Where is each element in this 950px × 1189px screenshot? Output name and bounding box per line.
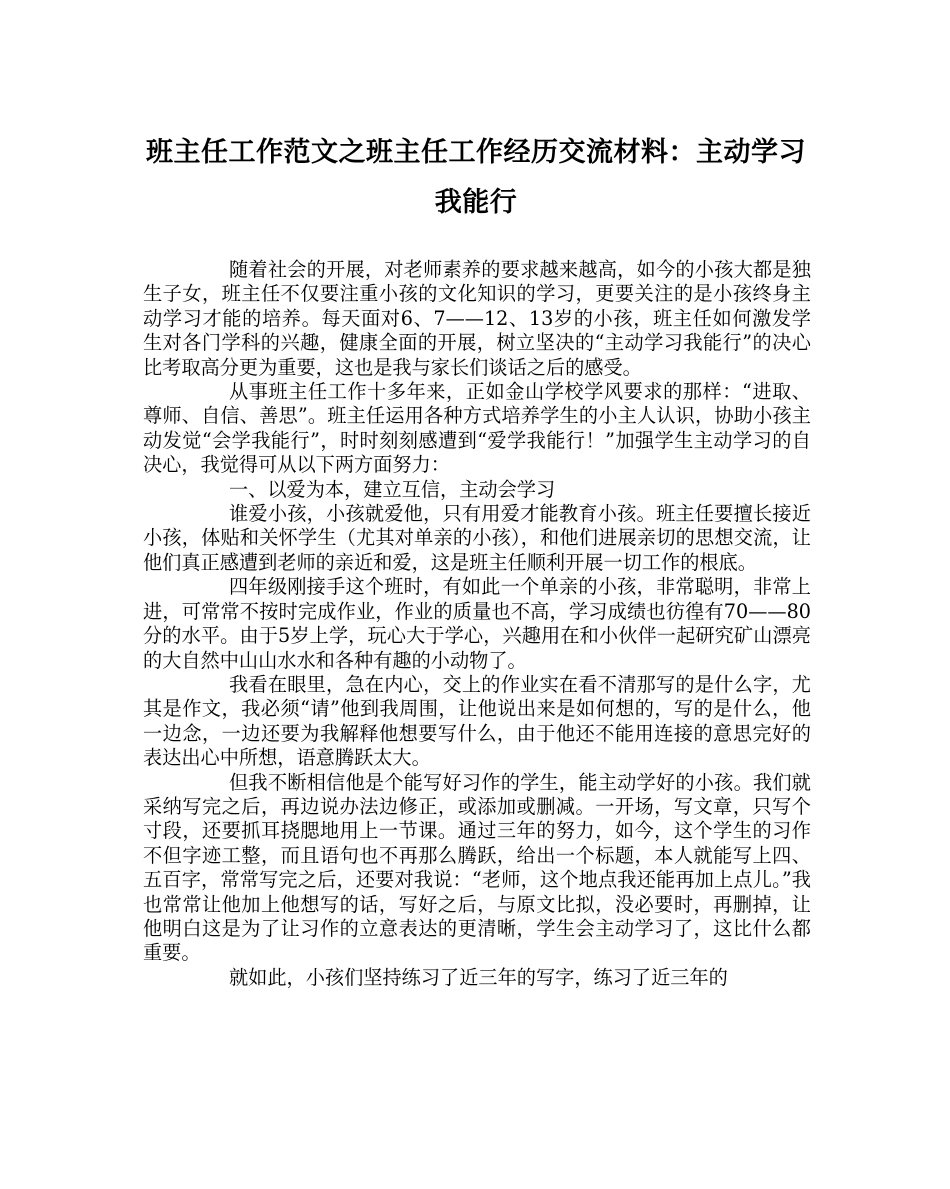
document-title: 班主任工作范文之班主任工作经历交流材料：主动学习我能行	[146, 137, 806, 218]
body-paragraph: 从事班主任工作十多年来，正如金山学校学风要求的那样：“进取、尊师、自信、善思”。班主任运用各种方式培养学生的小主人认识，协助小孩主动发觉“会学我能行”，时时刻刻感遭到“爱学我能行！”加强学生主动学习的自决心，我觉得可从以下两方面努力：	[143, 380, 811, 477]
body-paragraph: 随着社会的开展，对老师素养的要求越来越高，如今的小孩大都是独生子女，班主任不仅要注重小孩的文化知识的学习，更要关注的是小孩终身主动学习才能的培养。每天面对6、7——12、13岁的小孩，班主任如何激发学生对各门学科的兴趣，健康全面的开展，树立坚决的“主动学习我能行”的决心比考取高分更为重要，这也是我与家长们谈话之后的感受。	[143, 258, 811, 379]
body-paragraph: 谁爱小孩，小孩就爱他，只有用爱才能教育小孩。班主任要擅长接近小孩，体贴和关怀学生（尤其对单亲的小孩），和他们进展亲切的思想交流，让他们真正感遭到老师的亲近和爱，这是班主任顺利开展一切工作的根底。	[143, 502, 811, 574]
body-paragraph: 就如此，小孩们坚持练习了近三年的写字，练习了近三年的	[229, 965, 728, 989]
document-body	[143, 258, 811, 990]
body-paragraph: 我看在眼里，急在内心，交上的作业实在看不清那写的是什么字，尤其是作文，我必须“请”他到我周围，让他说出来是如何想的，写的是什么，他一边念，一边还要为我解释他想要写什么，由于他还不能用连接的意思完好的表达出心中所想，语意腾跃太大。	[143, 672, 811, 770]
section-heading: 一、以爱为本，建立互信，主动会学习	[229, 477, 556, 501]
body-paragraph: 四年级刚接手这个班时，有如此一个单亲的小孩，非常聪明，非常上进，可常常不按时完成作业，作业的质量也不高，学习成绩也彷徨有70——80分的水平。由于5岁上学，玩心大于学心，兴趣用在和小伙伴一起研究矿山漂亮的大自然中山山水水和各种有趣的小动物了。	[143, 575, 811, 672]
body-paragraph: 但我不断相信他是个能写好习作的学生，能主动学好的小孩。我们就采纳写完之后，再边说办法边修正，或添加或删减。一开场，写文章，只写个寸段，还要抓耳挠腮地用上一节课。通过三年的努力，如今，这个学生的习作不但字迹工整，而且语句也不再那么腾跃，给出一个标题，本人就能写上四、五百字，常常写完之后，还要对我说：“老师，这个地点我还能再加上点儿。”我也常常让他加上他想写的话，写好之后，与原文比拟，没必要时，再删掉，让他明白这是为了让习作的立意表达的更清晰，学生会主动学习了，这比什么都重要。	[143, 770, 811, 965]
